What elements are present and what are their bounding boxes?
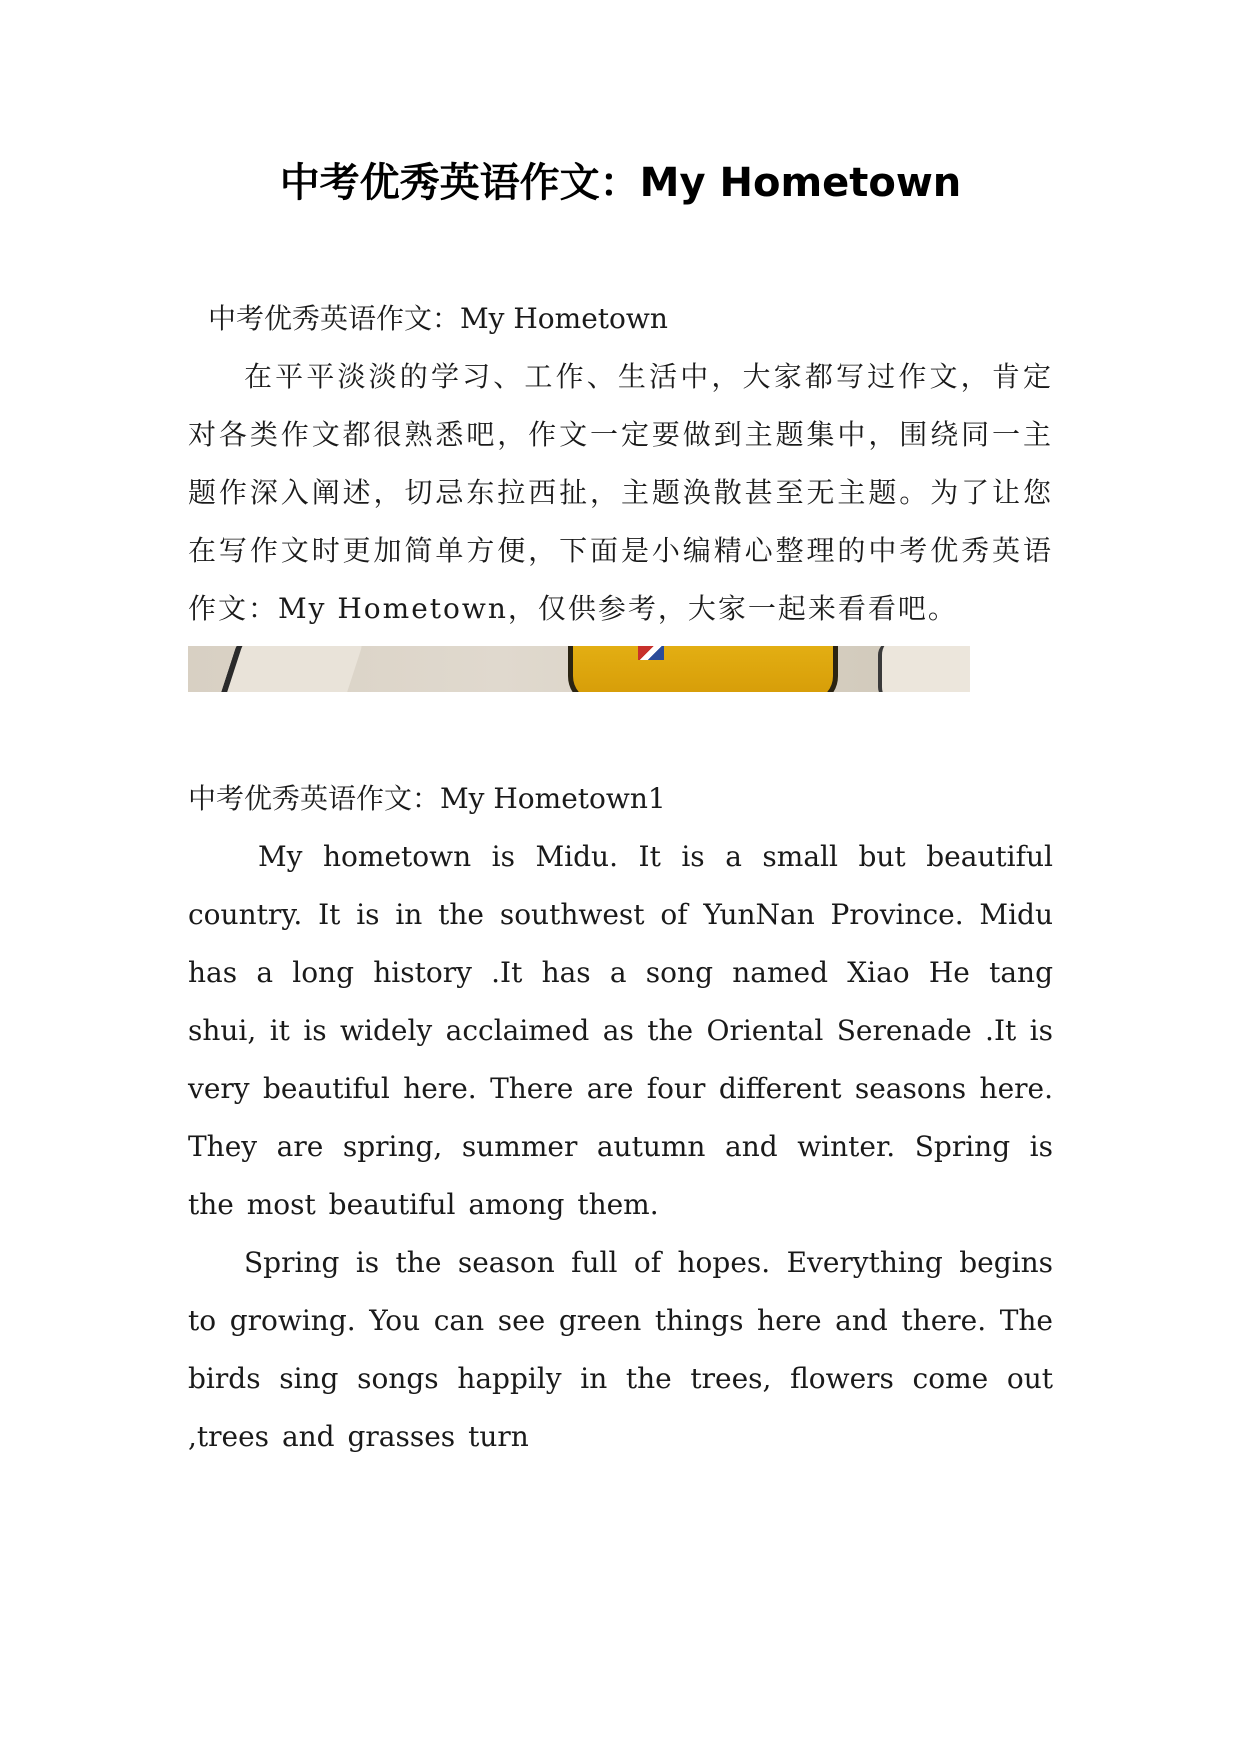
keyboard-key-right bbox=[878, 646, 970, 692]
flag-icon bbox=[638, 646, 664, 660]
document-title: 中考优秀英语作文：My Hometown bbox=[279, 160, 962, 206]
section-title: 中考优秀英语作文：My Hometown1 bbox=[188, 782, 666, 815]
intro-paragraph: 在平平淡淡的学习、工作、生活中，大家都写过作文，肯定对各类作文都很熟悉吧，作文一定要做到主题集中，围绕同一主题作深入阐述，切忌东拉西扯，主题涣散甚至无主题。为了让您在写作文时更加简单方便，下面是小编精心整理的中考优秀英语作文：My Hometown，仅供参考，大家一起来看看吧。 bbox=[188, 360, 1053, 625]
keyboard-image bbox=[188, 646, 970, 692]
keyboard-key-left bbox=[217, 646, 366, 692]
keyboard-key-yellow bbox=[568, 646, 838, 692]
document-subtitle: 中考优秀英语作文：My Hometown bbox=[208, 302, 668, 335]
essay-paragraph-1: My hometown is Midu. It is a small but beautiful country. It is in the southwest of YunNan Province. Midu has a long history .It has a song named Xiao He tang shui, it is widely acclaimed as the Oriental Serenade .It is very beautiful here. There are four different seasons here. They are spring, summer autumn and winter. Spring is the most beautiful among them. bbox=[188, 840, 1053, 1221]
essay-paragraph-2: Spring is the season full of hopes. Everything begins to growing. You can see green things here and there. The birds sing songs happily in the trees, flowers come out ,trees and grasses turn bbox=[188, 1246, 1053, 1453]
document-body bbox=[188, 290, 1053, 1466]
